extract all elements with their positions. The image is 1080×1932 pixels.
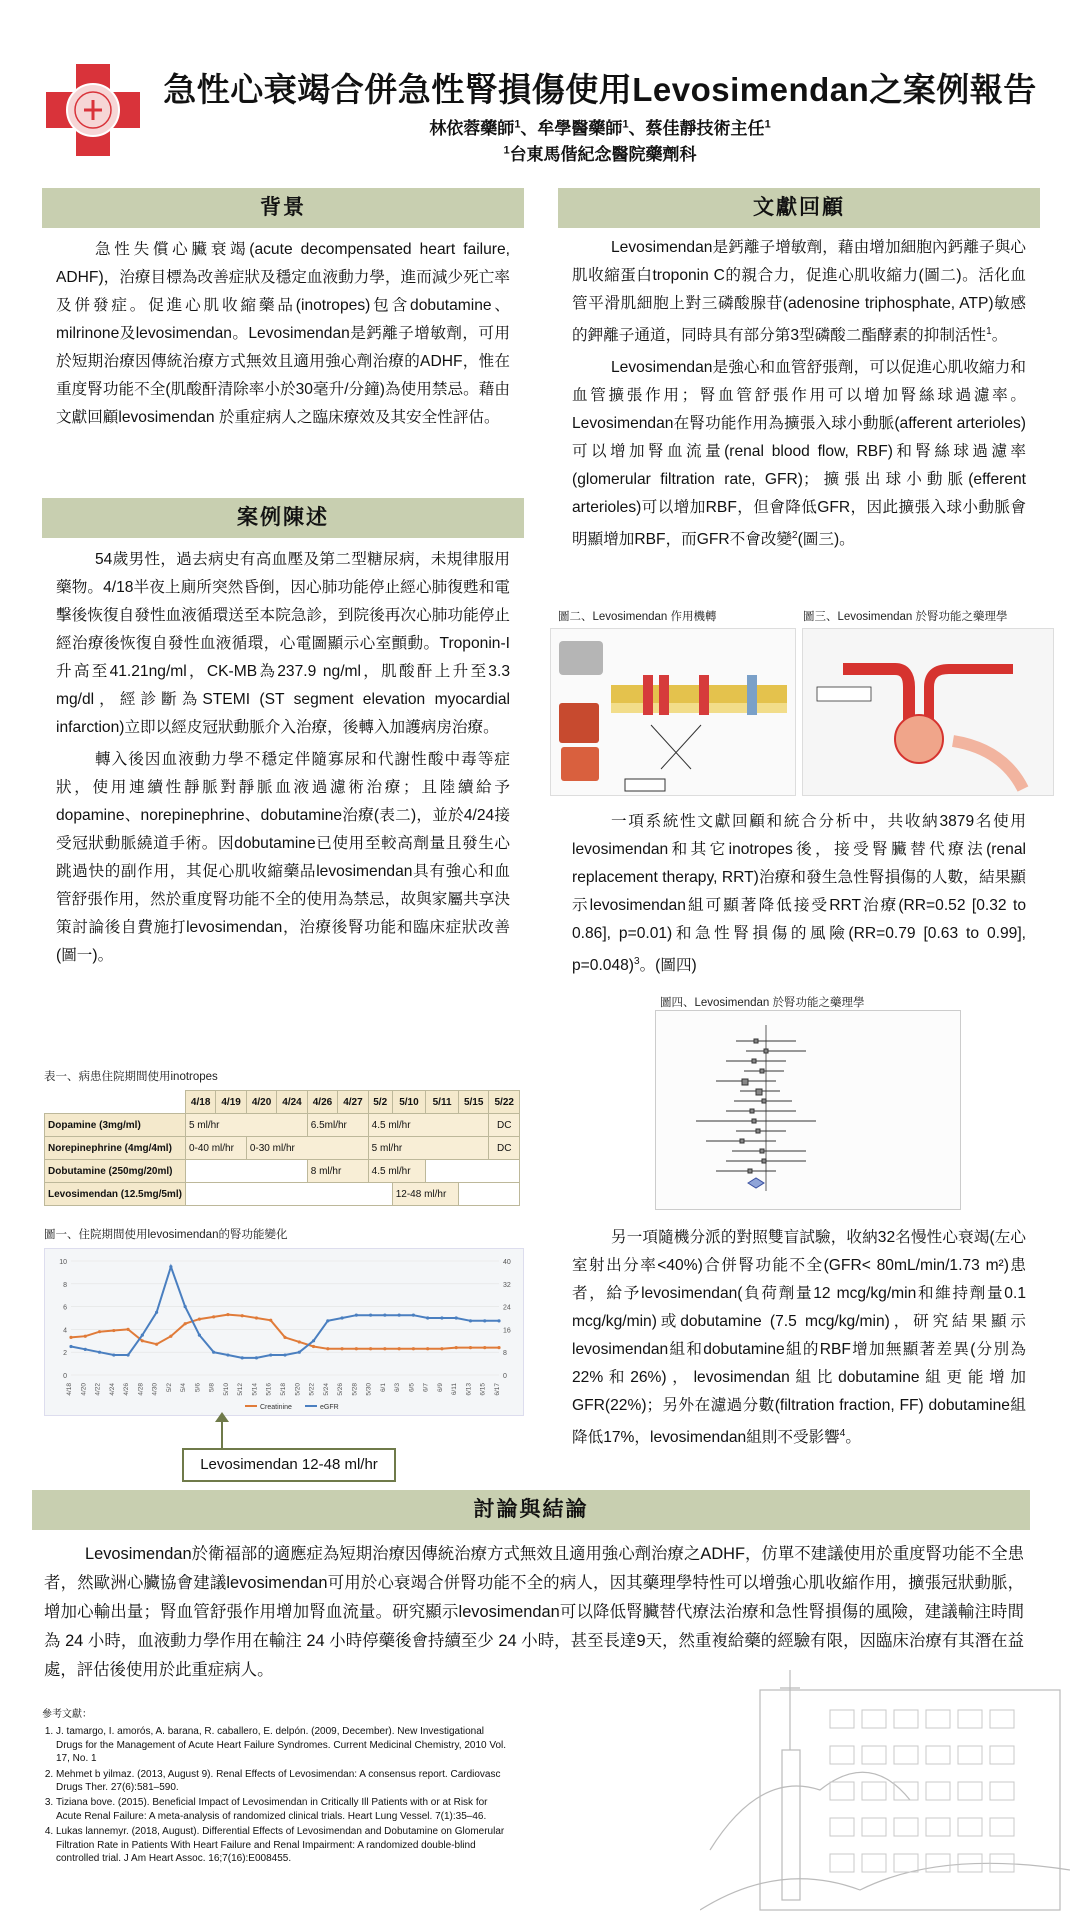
x-tick-label: 5/16 xyxy=(265,1383,273,1396)
data-point xyxy=(198,1318,201,1321)
drug-name: Levosimendan (12.5mg/5ml) xyxy=(45,1183,186,1206)
x-tick-label: 6/3 xyxy=(394,1383,402,1393)
data-point xyxy=(497,1319,500,1322)
review-heading: 文獻回顧 xyxy=(558,188,1040,228)
date-col: 5/22 xyxy=(489,1091,520,1114)
data-point xyxy=(355,1347,358,1350)
data-point xyxy=(312,1339,315,1342)
y-left-tick-label: 6 xyxy=(63,1304,67,1312)
x-tick-label: 4/30 xyxy=(151,1383,159,1396)
poster-title: 急性心衰竭合併急性腎損傷使用Levosimendan之案例報告 xyxy=(163,71,1037,108)
table-row xyxy=(45,1160,520,1183)
y-left-tick-label: 8 xyxy=(63,1281,67,1289)
references-list xyxy=(42,1725,512,1865)
x-tick-label: 5/28 xyxy=(351,1383,359,1396)
data-point xyxy=(383,1347,386,1350)
x-tick-label: 5/26 xyxy=(337,1383,345,1396)
date-col: 4/24 xyxy=(277,1091,307,1114)
data-point xyxy=(469,1319,472,1322)
review-p2-text: Levosimendan是強心和血管舒張劑，可以促進心肌收縮力和血管擴張作用；腎血管舒張作用可以增加腎絲球過濾率。Levosimendan在腎功能作用為擴張入球小動脈(afferent arterioles)可以增加腎血流量(renal blood flow, RBF)和腎絲球過濾率(glomerular filtration rate, GFR)；擴張出球小動脈(efferent arterioles)可以增加RBF，但會降低GFR，因此擴張入球小動脈會明顯增加RBF，而GFR不會改變 xyxy=(572,359,1026,549)
reference-item: 1. J. tamargo, I. amorós, A. barana, R. caballero, E. delpón. (2009, December). New Investigational Drugs for the Management of Acute Heart Failure Syndromes. Current Medicinal Chemistry, 2010 Vol. 17, No. 1 xyxy=(56,1725,512,1765)
data-point xyxy=(455,1346,458,1349)
data-point xyxy=(283,1353,286,1356)
table-row xyxy=(45,1114,520,1137)
x-tick-label: 5/20 xyxy=(294,1383,302,1396)
review-paragraph-2 xyxy=(572,354,1026,554)
data-point xyxy=(255,1356,258,1359)
series-line-egfr xyxy=(71,1267,499,1358)
x-tick-label: 5/14 xyxy=(251,1383,259,1396)
drug-name: Dopamine (3mg/ml) xyxy=(45,1114,186,1137)
dose-cell: 8 ml/hr xyxy=(307,1160,368,1183)
data-point xyxy=(398,1347,401,1350)
author-3: 、蔡佳靜技術主任 xyxy=(628,119,765,138)
data-point xyxy=(84,1335,87,1338)
date-col: 4/26 xyxy=(307,1091,337,1114)
dose-cell: 12-48 ml/hr xyxy=(392,1183,458,1206)
data-point xyxy=(269,1319,272,1322)
data-point xyxy=(98,1330,101,1333)
date-col: 4/20 xyxy=(246,1091,276,1114)
x-tick-label: 5/10 xyxy=(222,1383,230,1396)
x-tick-label: 4/24 xyxy=(108,1383,116,1396)
figure3-renal xyxy=(802,628,1054,796)
inotropes-table xyxy=(44,1090,520,1206)
data-point xyxy=(326,1319,329,1322)
data-point xyxy=(169,1265,172,1268)
x-tick-label: 5/8 xyxy=(208,1383,216,1393)
data-point xyxy=(412,1314,415,1317)
table-caption: 表一、病患住院期間使用inotropes xyxy=(44,1071,218,1083)
background-text xyxy=(56,236,510,436)
data-point xyxy=(497,1346,500,1349)
x-tick-label: 5/18 xyxy=(280,1383,287,1396)
data-point xyxy=(283,1336,286,1339)
data-point xyxy=(84,1348,87,1351)
x-tick-label: 4/22 xyxy=(94,1383,102,1396)
case-paragraph-1: 54歲男性，過去病史有高血壓及第二型糖尿病，未規律服用藥物。4/18半夜上廁所突然昏倒，因心肺功能停止經心肺復甦和電擊後恢復自發性血液循環送至本院急診，到院後再次心肺功能停止經治療後恢復自發性血液循環，心電圖顯示心室顫動。Troponin-I升高至41.21ng/ml，CK-MB為237.9 ng/ml，肌酸酐上升至3.3 mg/dl，經診斷為STEMI (ST segment elevation myocardial infarction)立即以經皮冠狀動脈介入治療，後轉入加護病房治療。 xyxy=(56,551,510,736)
mechanism-diagram-icon xyxy=(551,629,795,795)
empty-cell xyxy=(185,1160,307,1183)
data-point xyxy=(241,1356,244,1359)
ref-sup: 3 xyxy=(634,956,640,967)
date-col: 5/10 xyxy=(392,1091,425,1114)
hospital-logo-icon xyxy=(44,62,142,158)
empty-cell xyxy=(458,1183,519,1206)
affiliation-text: 台東馬偕紀念醫院藥劑科 xyxy=(509,145,697,164)
x-tick-label: 5/30 xyxy=(365,1383,373,1396)
case-text xyxy=(56,546,510,974)
data-point xyxy=(255,1316,258,1319)
data-point xyxy=(155,1311,158,1314)
empty-cell xyxy=(426,1160,520,1183)
data-point xyxy=(226,1353,229,1356)
figure2-mechanism xyxy=(550,628,796,796)
affiliation-sup: 1 xyxy=(503,144,510,157)
data-point xyxy=(398,1314,401,1317)
x-tick-label: 4/18 xyxy=(66,1383,73,1396)
y-right-tick-label: 16 xyxy=(503,1327,511,1335)
dose-cell: 5 ml/hr xyxy=(368,1137,489,1160)
reference-item: 3. Tiziana bove. (2015). Beneficial Impact of Levosimendan in Critically Ill Patients with or at Risk for Acute Renal Failure: A meta-analysis of randomized clinical trials. Heart Lung Vessel. 7(1):35–46. xyxy=(56,1796,512,1823)
ref-sup: 1 xyxy=(986,326,992,337)
forest-plot-icon xyxy=(656,1011,960,1209)
x-tick-label: 6/13 xyxy=(465,1383,473,1396)
date-col: 4/27 xyxy=(338,1091,368,1114)
data-point xyxy=(212,1315,215,1318)
forest-plot-figure xyxy=(655,1010,961,1210)
x-tick-label: 4/28 xyxy=(137,1383,145,1396)
date-col: 4/19 xyxy=(216,1091,246,1114)
author-3-sup: 1 xyxy=(764,118,771,131)
data-point xyxy=(141,1334,144,1337)
data-point xyxy=(269,1353,272,1356)
x-tick-label: 4/20 xyxy=(80,1383,88,1396)
review-p2-end: (圖三)。 xyxy=(797,531,855,549)
data-point xyxy=(141,1339,144,1342)
data-point xyxy=(126,1328,129,1331)
dose-cell: 0-30 ml/hr xyxy=(246,1137,368,1160)
review-paragraph-3 xyxy=(572,808,1026,980)
y-left-tick-label: 2 xyxy=(63,1350,67,1358)
data-point xyxy=(98,1351,101,1354)
legend-label: Creatinine xyxy=(260,1404,292,1411)
data-point xyxy=(369,1347,372,1350)
data-point xyxy=(483,1319,486,1322)
data-point xyxy=(383,1314,386,1317)
data-point xyxy=(326,1347,329,1350)
reference-item: 4. Lukas lannemyr. (2018, August). Differential Effects of Levosimendan and Dobutamine on Glomerular Filtration Rate in Patients With Heart Failure and Renal Impairment: A randomized double-blind controlled trial. J Am Heart Assoc. 16;7(16):E008455. xyxy=(56,1825,512,1865)
table-row xyxy=(45,1137,520,1160)
background-heading: 背景 xyxy=(42,188,524,228)
x-tick-label: 6/9 xyxy=(436,1383,444,1393)
arrow-line xyxy=(221,1418,223,1448)
references-heading: 參考文獻： xyxy=(42,1709,92,1720)
data-point xyxy=(169,1335,172,1338)
data-point xyxy=(340,1347,343,1350)
data-point xyxy=(412,1347,415,1350)
data-point xyxy=(312,1345,315,1348)
data-point xyxy=(469,1346,472,1349)
legend-label: eGFR xyxy=(320,1404,339,1411)
data-point xyxy=(241,1314,244,1317)
x-tick-label: 5/2 xyxy=(165,1383,173,1393)
date-col: 5/15 xyxy=(458,1091,488,1114)
data-point xyxy=(355,1314,358,1317)
y-left-tick-label: 4 xyxy=(63,1327,67,1335)
x-tick-label: 6/7 xyxy=(422,1383,430,1393)
data-point xyxy=(155,1343,158,1346)
data-point xyxy=(440,1347,443,1350)
data-point xyxy=(198,1334,201,1337)
case-paragraph-2: 轉入後因血液動力學不穩定伴隨寡尿和代謝性酸中毒等症狀，使用連續性靜脈對靜脈血液過濾術治療；且陸續給予dopamine、norepinephrine、dobutamine治療(表二)，並於4/24接受冠狀動脈繞道手術。因dobutamine已使用至較高劑量且發生心跳過快的副作用，其促心肌收縮藥品levosimendan具有強心和血管舒張作用，然於重度腎功能不全的使用為禁忌，故與家屬共享決策討論後自費施打levosimendan，治療後腎功能和臨床症狀改善(圖一)。 xyxy=(56,751,510,964)
y-left-tick-label: 0 xyxy=(63,1373,67,1380)
y-right-tick-label: 0 xyxy=(503,1373,507,1380)
review-text-3 xyxy=(572,1224,1026,1456)
data-point xyxy=(426,1316,429,1319)
y-left-tick-label: 10 xyxy=(59,1259,67,1266)
figure2-caption: 圖二、Levosimendan 作用機轉 xyxy=(558,611,717,623)
dose-cell: 4.5 ml/hr xyxy=(368,1114,489,1137)
y-right-tick-label: 40 xyxy=(503,1259,511,1266)
data-point xyxy=(69,1336,72,1339)
drug-name: Norepinephrine (4mg/4ml) xyxy=(45,1137,186,1160)
data-point xyxy=(69,1345,72,1348)
dose-cell: 5 ml/hr xyxy=(185,1114,307,1137)
x-tick-label: 6/15 xyxy=(479,1383,487,1396)
y-right-tick-label: 24 xyxy=(503,1304,511,1312)
x-tick-label: 6/17 xyxy=(494,1383,501,1396)
review-p1-end: 。 xyxy=(991,327,1008,345)
table-row xyxy=(45,1183,520,1206)
levosimendan-dose-label: Levosimendan 12-48 ml/hr xyxy=(182,1448,396,1482)
dose-cell: 4.5 ml/hr xyxy=(368,1160,426,1183)
chart-caption: 圖一、住院期間使用levosimendan的腎功能變化 xyxy=(44,1229,288,1241)
x-tick-label: 5/24 xyxy=(322,1383,330,1396)
figure4-caption: 圖四、Levosimendan 於腎功能之藥理學 xyxy=(660,997,865,1009)
empty-cell xyxy=(185,1183,392,1206)
x-tick-label: 5/6 xyxy=(194,1383,202,1393)
data-point xyxy=(340,1316,343,1319)
data-point xyxy=(112,1353,115,1356)
renal-chart-svg xyxy=(45,1249,523,1415)
ref-sup: 2 xyxy=(792,530,798,542)
x-tick-label: 5/4 xyxy=(180,1383,188,1393)
references xyxy=(42,1708,512,1867)
date-col: 5/2 xyxy=(368,1091,392,1114)
review-p3-end: 。(圖四) xyxy=(639,957,697,975)
x-tick-label: 5/22 xyxy=(308,1383,316,1396)
author-1-sup: 1 xyxy=(514,118,521,131)
data-point xyxy=(440,1316,443,1319)
case-heading: 案例陳述 xyxy=(42,498,524,538)
review-text-1 xyxy=(572,234,1026,558)
date-col: 5/11 xyxy=(426,1091,459,1114)
data-point xyxy=(369,1314,372,1317)
figure3-caption: 圖三、Levosimendan 於腎功能之藥理學 xyxy=(803,611,1008,623)
data-point xyxy=(226,1313,229,1316)
kidney-nephron-icon xyxy=(803,629,1053,795)
review-p4-end: 。 xyxy=(845,1429,861,1447)
data-point xyxy=(126,1353,129,1356)
affiliation xyxy=(150,140,1050,165)
renal-function-chart xyxy=(44,1248,524,1416)
reference-item: 2. Mehmet b yilmaz. (2013, August 9). Renal Effects of Levosimendan: A consensus report. Cardiovasc Drugs Ther. 27(6):581–590. xyxy=(56,1768,512,1795)
review-text-2 xyxy=(572,808,1026,984)
discussion-paragraph: Levosimendan於衛福部的適應症為短期治療因傳統治療方式無效且適用強心劑治療之ADHF，仿單不建議使用於重度腎功能不全患者，然歐洲心臟協會建議levosimendan可用於心衰竭合併腎功能不全的病人，因其藥理學特性可以增強心肌收縮作用，擴張冠狀動脈，增加心輸出量；腎血管舒張作用增加腎血流量。研究顯示levosimendan可以降低腎臟替代療法治療和急性腎損傷的風險，建議輸注時間為 24 小時，血液動力學作用在輸注 24 小時停藥後會持續至少 24 小時，甚至長達9天，然重複給藥的經驗有限，因臨床治療有其潛在益處，評估後使用於此重症病人。 xyxy=(44,1545,1024,1679)
dose-cell: 6.5ml/hr xyxy=(307,1114,368,1137)
review-p4-text: 另一項隨機分派的對照雙盲試驗，收納32名慢性心衰竭(左心室射出分率<40%)合併腎功能不全(GFR< 80mL/min/1.73 m²)患者，給予levosimendan(負荷劑量12 mcg/kg/min和維持劑量0.1 mcg/kg/min)或dobutamine (7.5 mcg/kg/min)，研究結果顯示levosimendan組和dobutamine組的RBF增加無顯著差異(分別為22%和26%)，levosimendan組比dobutamine組更能增加GFR(22%)；另外在濾過分數(filtration fraction, FF) dobutamine組降低17%，levosimendan組則不受影響 xyxy=(572,1229,1026,1447)
date-col: 4/18 xyxy=(185,1091,215,1114)
review-paragraph-4 xyxy=(572,1224,1026,1452)
x-tick-label: 5/12 xyxy=(237,1383,245,1396)
table-header-row xyxy=(45,1091,520,1114)
poster-header xyxy=(0,0,1080,170)
x-tick-label: 4/26 xyxy=(123,1383,131,1396)
drug-name: Dobutamine (250mg/20ml) xyxy=(45,1160,186,1183)
dose-cell: 0-40 ml/hr xyxy=(185,1137,246,1160)
data-point xyxy=(112,1329,115,1332)
author-line xyxy=(150,114,1050,139)
review-paragraph-1 xyxy=(572,234,1026,350)
table-corner xyxy=(45,1091,186,1114)
x-tick-label: 6/5 xyxy=(408,1383,416,1393)
dose-cell: DC xyxy=(489,1114,520,1137)
data-point xyxy=(298,1351,301,1354)
dose-cell: DC xyxy=(489,1137,520,1160)
review-p1-text: Levosimendan是鈣離子增敏劑，藉由增加細胞內鈣離子與心肌收縮蛋白troponin C的親合力，促進心肌收縮力(圖二)。活化血管平滑肌細胞上對三磷酸腺苷(adenosine triphosphate, ATP)敏感的鉀離子通道，同時具有部分第3型磷酸二酯酵素的抑制活性 xyxy=(572,239,1026,345)
data-point xyxy=(426,1347,429,1350)
data-point xyxy=(455,1316,458,1319)
data-point xyxy=(212,1351,215,1354)
data-point xyxy=(483,1346,486,1349)
background-paragraph: 急性失償心臟衰竭(acute decompensated heart failure, ADHF)，治療目標為改善症狀及穩定血液動力學，進而減少死亡率及併發症。促進心肌收縮藥品(inotropes)包含dobutamine、milrinone及levosimendan。Levosimendan是鈣離子增敏劑，可用於短期治療因傳統治療方式無效且適用強心劑治療的ADHF，惟在重度腎功能不全(肌酸酐清除率小於30毫升/分鐘)為使用禁忌。藉由文獻回顧levosimendan 於重症病人之臨床療效及其安全性評估。 xyxy=(56,241,510,426)
author-2-sup: 1 xyxy=(622,118,629,131)
review-p3-text: 一項系統性文獻回顧和統合分析中，共收納3879名使用levosimendan和其它inotropes後，接受腎臟替代療法(renal replacement therapy, RRT)治療和發生急性腎損傷的人數，結果顯示levosimendan組可顯著降低接受RRT治療(RR=0.52 [0.32 to 0.86], p=0.01)和急性腎損傷的風險(RR=0.79 [0.63 to 0.99], p=0.048) xyxy=(572,813,1026,975)
x-tick-label: 6/11 xyxy=(451,1383,459,1396)
author-1: 林依蓉藥師 xyxy=(429,119,515,138)
data-point xyxy=(298,1340,301,1343)
y-right-tick-label: 32 xyxy=(503,1281,511,1289)
ref-sup: 4 xyxy=(839,1428,846,1439)
author-2: 、牟學醫藥師 xyxy=(520,119,623,138)
data-point xyxy=(184,1322,187,1325)
data-point xyxy=(184,1305,187,1308)
y-right-tick-label: 8 xyxy=(503,1350,507,1358)
discussion-heading: 討論與結論 xyxy=(32,1490,1030,1530)
hospital-building-sketch-icon xyxy=(700,1650,1070,1930)
x-tick-label: 6/1 xyxy=(379,1383,387,1393)
